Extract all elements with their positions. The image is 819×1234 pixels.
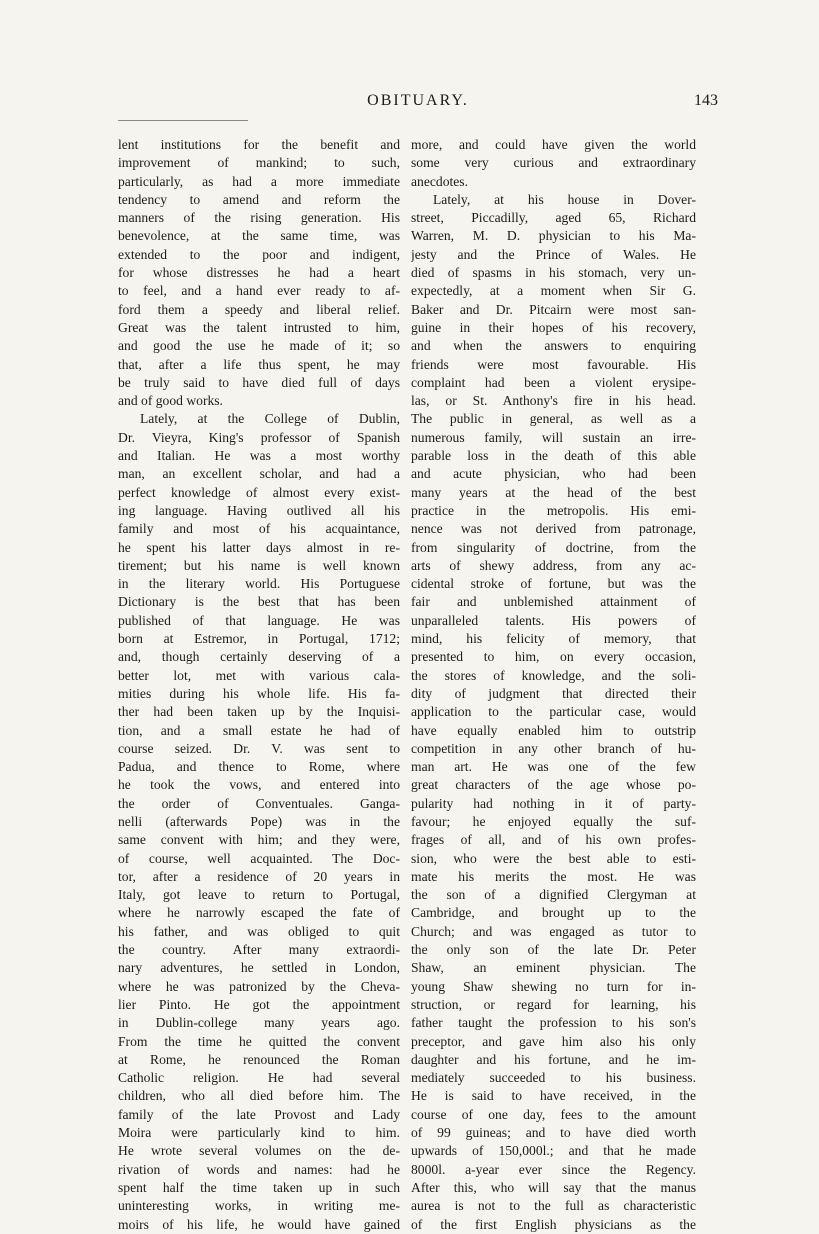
text-line: Warren, M. D. physician to his Ma- [411, 228, 696, 244]
text-line: ford them a speedy and liberal relief. [118, 301, 400, 317]
text-line: las, or St. Anthony's fire in his head. [411, 393, 696, 409]
text-line: and Italian. He was a most worthy [118, 448, 400, 464]
text-line: more, and could have given the world [411, 137, 696, 152]
text-line: benevolence, at the same time, was [118, 228, 400, 244]
text-line: the country. After many extraordi- [118, 942, 400, 958]
text-line: family and most of his acquaintance, [118, 521, 400, 537]
text-line: mind, his felicity of memory, that [411, 631, 696, 647]
text-line: published of that language. He was [118, 612, 400, 628]
text-line: sion, who were the best able to esti- [411, 850, 696, 866]
text-line: dity of judgment that directed their [411, 685, 696, 701]
text-line: complaint had been a violent erysipe- [411, 374, 696, 390]
page-number: 143 [694, 92, 718, 109]
text-line: children, who all died before him. The [118, 1088, 400, 1104]
right-column [411, 136, 696, 1234]
text-line: and, though certainly deserving of a [118, 649, 400, 665]
text-line: Lately, at the College of Dublin, [140, 411, 400, 427]
header-rule [118, 120, 248, 121]
text-line: preceptor, and gave him also his only [411, 1033, 696, 1049]
text-line: particularly, as had a more immediate [118, 173, 400, 189]
text-line: born at Estremor, in Portugal, 1712; [118, 631, 400, 647]
text-line: where he narrowly escaped the fate of [118, 905, 400, 921]
text-line: arts of shewy address, from any ac- [411, 557, 696, 573]
text-line: Cambridge, and brought up to the [411, 905, 696, 921]
text-line: lier Pinto. He got the appointment [118, 996, 400, 1012]
text-line: upwards of 150,000l.; and that he made [411, 1143, 696, 1159]
text-line: in Dublin-college many years ago. [118, 1015, 400, 1031]
text-line: He is said to have received, in the [411, 1088, 696, 1104]
text-line: The public in general, as well as a [411, 411, 696, 427]
text-line: lent institutions for the benefit and [118, 137, 400, 152]
text-line: in the literary world. His Portuguese [118, 576, 400, 592]
text-line: and when the answers to enquiring [411, 338, 696, 354]
text-line: the order of Conventuales. Ganga- [118, 795, 400, 811]
text-line: nary adventures, he settled in London, [118, 960, 400, 976]
text-line: for whose distresses he had a heart [118, 265, 400, 281]
text-line: pularity had nothing in it of party- [411, 795, 696, 811]
text-line: young Shaw shewing no turn for in- [411, 978, 696, 994]
text-line: rivation of words and names: had he [118, 1161, 400, 1177]
text-line: moirs of his life, he would have gained [118, 1216, 400, 1232]
text-line: After this, who will say that the manus [411, 1179, 696, 1195]
text-line: Moira were particularly kind to him. [118, 1125, 400, 1141]
text-line: Great was the talent intrusted to him, [118, 319, 400, 335]
text-line: favour; he enjoyed equally the suf- [411, 813, 696, 829]
text-line: he spent his latter days almost in re- [118, 539, 400, 555]
text-line: mate his merits the most. He was [411, 868, 696, 884]
text-line: the son of a dignified Clergyman at [411, 887, 696, 903]
text-line: perfect knowledge of almost every exist- [118, 484, 400, 500]
text-line: anecdotes. [411, 173, 468, 189]
text-line: cidental stroke of fortune, but was the [411, 576, 696, 592]
text-line: aurea is not to the full as characteristic [411, 1198, 696, 1214]
text-line: died of spasms in his stomach, very un- [411, 265, 696, 281]
text-line: competition in any other branch of hu- [411, 740, 696, 756]
text-line: Dictionary is the best that has been [118, 594, 400, 610]
text-line: that, after a life thus spent, he may [118, 356, 400, 372]
text-line: Church; and was engaged as tutor to [411, 923, 696, 939]
text-line: struction, or regard for learning, his [411, 996, 696, 1012]
text-line: nelli (afterwards Pope) was in the [118, 813, 400, 829]
text-line: where he was patronized by the Cheva- [118, 978, 400, 994]
text-line: same convent with him; and they were, [118, 832, 400, 848]
text-line: course of one day, fees to the amount [411, 1106, 696, 1122]
text-line: Catholic religion. He had several [118, 1070, 400, 1086]
text-line: and of good works. [118, 393, 223, 409]
text-line: at Rome, he renounced the Roman [118, 1051, 400, 1067]
text-line: He wrote several volumes on the de- [118, 1143, 400, 1159]
text-line: of the first English physicians as the [411, 1216, 696, 1232]
text-line: presented to him, on every occasion, [411, 649, 696, 665]
text-line: improvement of mankind; to such, [118, 155, 400, 171]
text-line: Baker and Dr. Pitcairn were most san- [411, 301, 696, 317]
text-line: fair and unblemished attainment of [411, 594, 696, 610]
text-line: parable loss in the death of this able [411, 448, 696, 464]
text-line: ther had been taken up by the Inquisi- [118, 704, 400, 720]
text-line: 8000l. a-year ever since the Regency. [411, 1161, 696, 1177]
text-line: guine in their hopes of his recovery, [411, 319, 696, 335]
text-line: father taught the profession to his son's [411, 1015, 696, 1031]
left-column [118, 136, 400, 1234]
running-head [118, 92, 718, 118]
text-line: of course, well acquainted. The Doc- [118, 850, 400, 866]
text-line: family of the late Provost and Lady [118, 1106, 400, 1122]
text-line: extended to the poor and indigent, [118, 246, 400, 262]
text-line: mities during his whole life. His fa- [118, 685, 400, 701]
text-line: great characters of the age whose po- [411, 777, 696, 793]
text-line: ing language. Having outlived all his [118, 502, 400, 518]
text-line: friends were most favourable. His [411, 356, 696, 372]
text-line: nence was not derived from patronage, [411, 521, 696, 537]
text-line: frages of all, and of his own profes- [411, 832, 696, 848]
text-line: be truly said to have died full of days [118, 374, 400, 390]
text-line: from singularity of doctrine, from the [411, 539, 696, 555]
text-line: to feel, and a hand ever ready to af- [118, 283, 400, 299]
text-line: the stores of knowledge, and the soli- [411, 667, 696, 683]
text-line: spent half the time taken up in such [118, 1179, 400, 1195]
text-line: course seized. Dr. V. was sent to [118, 740, 400, 756]
text-line: numerous family, will sustain an irre- [411, 429, 696, 445]
text-line: Dr. Vieyra, King's professor of Spanish [118, 429, 400, 445]
text-line: tirement; but his name is well known [118, 557, 400, 573]
text-line: Shaw, an eminent physician. The [411, 960, 696, 976]
text-line: the only son of the late Dr. Peter [411, 942, 696, 958]
text-line: street, Piccadilly, aged 65, Richard [411, 210, 696, 226]
text-line: tor, after a residence of 20 years in [118, 868, 400, 884]
text-line: man, an excellent scholar, and had a [118, 466, 400, 482]
text-line: some very curious and extraordinary [411, 155, 696, 171]
text-line: and acute physician, who had been [411, 466, 696, 482]
text-line: Padua, and thence to Rome, where [118, 759, 400, 775]
text-line: and good the use he made of it; so [118, 338, 400, 354]
text-line: practice in the metropolis. His emi- [411, 502, 696, 518]
text-line: expectedly, at a moment when Sir G. [411, 283, 696, 299]
text-line: unparalleled talents. His powers of [411, 612, 696, 628]
text-line: From the time he quitted the convent [118, 1033, 400, 1049]
text-line: Italy, got leave to return to Portugal, [118, 887, 400, 903]
text-line: manners of the rising generation. His [118, 210, 400, 226]
running-title: OBITUARY. [367, 92, 469, 109]
text-line: of 99 guineas; and to have died worth [411, 1125, 696, 1141]
text-line: he took the vows, and entered into [118, 777, 400, 793]
text-line: mediately succeeded to his business. [411, 1070, 696, 1086]
text-line: tion, and a small estate he had of [118, 722, 400, 738]
text-line: tendency to amend and reform the [118, 191, 400, 207]
text-line: have equally enabled him to outstrip [411, 722, 696, 738]
text-line: his father, and was obliged to quit [118, 923, 400, 939]
text-line: Lately, at his house in Dover- [433, 191, 696, 207]
text-line: better lot, met with various cala- [118, 667, 400, 683]
text-line: daughter and his fortune, and he im- [411, 1051, 696, 1067]
text-line: jesty and the Prince of Wales. He [411, 246, 696, 262]
text-line: application to the particular case, would [411, 704, 696, 720]
text-line: man art. He was one of the few [411, 759, 696, 775]
text-line: many years at the head of the best [411, 484, 696, 500]
text-line: uninteresting works, in writing me- [118, 1198, 400, 1214]
